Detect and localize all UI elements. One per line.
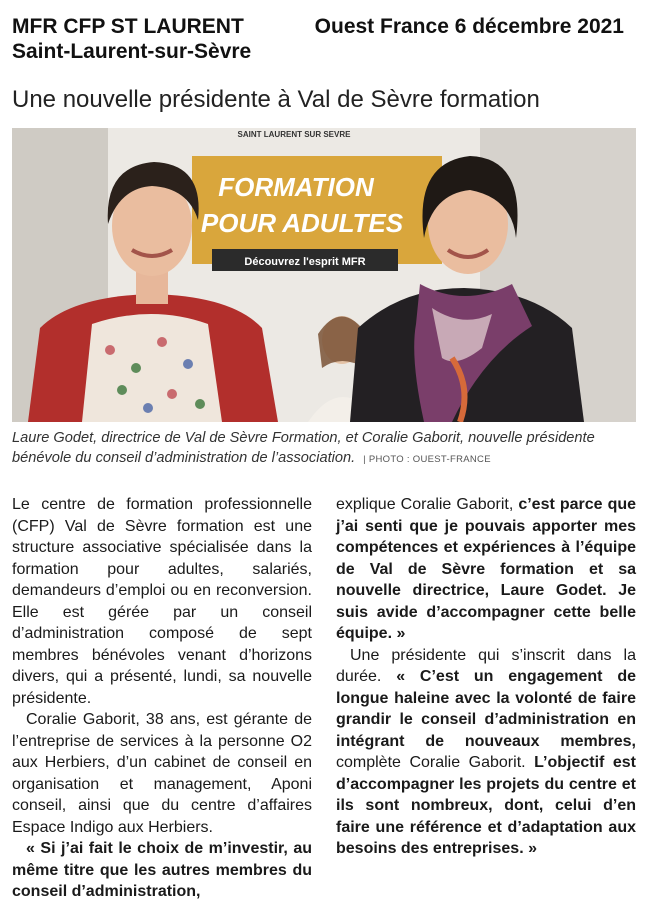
article-column-left	[12, 494, 312, 903]
closing-intro: Une présidente qui s’inscrit dans la durée.	[336, 646, 636, 685]
caption-text: Laure Godet, directrice de Val de Sèvre Formation, et Coralie Gaborit, nouvelle présidente bénévole du conseil d’administration de l’association.	[12, 430, 595, 466]
paragraph-quote-start	[12, 838, 312, 903]
closing-quote: « C’est un engagement de longue haleine avec la volonté de faire grandir le conseil d’administration en intégrant de nouveaux membres,	[336, 668, 636, 750]
quote-bold-2: c’est parce que j’ai senti que je pouvais apporter mes compétences et expériences à l’équipe de Val de Sèvre formation et sa nouvelle directrice, Laure Godet. Je suis avide d’accompagner cette belle équipe. »	[336, 496, 637, 642]
quote-bold: « Si j’ai fait le choix de m’investir, au même titre que les autres membres du conseil d’administration,	[12, 840, 312, 900]
closing-quote-2: L’objectif est d’accompagner les projets du centre et ils sont nombreux, dont, celui d’en faire une référence et d’adaptation aux besoins des entreprises. »	[336, 754, 636, 857]
banner-title-2: POUR ADULTES	[200, 208, 404, 238]
article-photo	[12, 128, 636, 422]
banner-tagline: Découvrez l'esprit MFR	[244, 256, 366, 268]
quote-attribution: explique Coralie Gaborit,	[336, 496, 514, 513]
banner-top-text: SAINT LAURENT SUR SEVRE	[237, 130, 351, 139]
paragraph-quote-cont	[336, 494, 636, 645]
article-column-right	[336, 494, 636, 860]
source-label: Ouest France 6 décembre 2021	[314, 15, 624, 38]
org-location: Saint-Laurent-sur-Sèvre	[12, 40, 252, 63]
article-headline: Une nouvelle présidente à Val de Sèvre formation	[12, 86, 540, 113]
paragraph-closing	[336, 645, 636, 860]
photo-caption	[12, 428, 637, 470]
header-org	[12, 14, 251, 64]
photo-credit: | PHOTO : OUEST-FRANCE	[363, 454, 491, 465]
paragraph-bio: Coralie Gaborit, 38 ans, est gérante de l’entreprise de services à la personne O2 aux Herbiers, d’un cabinet de conseil en organisation et management, Aponi conseil, ainsi que du centre d’affaires Espace Indigo aux Herbiers.	[12, 711, 312, 836]
paragraph-intro: Le centre de formation professionnelle (CFP) Val de Sèvre formation est une structure associative spécialisée dans la formation pour adultes, salariés, demandeurs d’emploi ou en reconversion. Elle est gérée par un conseil d’administration composé de sept membres bénévoles venant d’horizons divers, qui a présenté, lundi, sa nouvelle présidente.	[12, 496, 312, 707]
banner-title-1: FORMATION	[218, 172, 374, 202]
closing-attribution: complète Coralie Gaborit.	[336, 754, 526, 771]
org-name: MFR CFP ST LAURENT	[12, 15, 244, 38]
